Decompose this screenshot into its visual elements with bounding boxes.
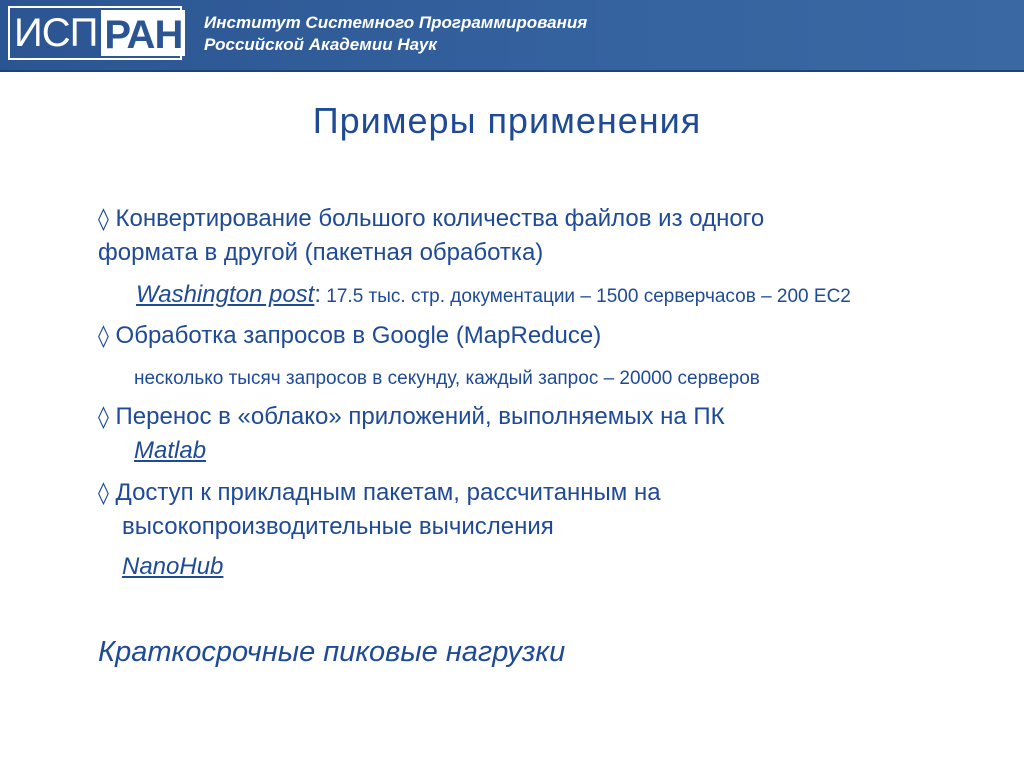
institute-line-2: Российской Академии Наук <box>204 35 437 54</box>
logo-ran-text: РАН <box>101 10 185 56</box>
bullet-3-line-1 <box>98 400 725 435</box>
bullet-2-text: Обработка запросов в Google (MapReduce) <box>115 322 602 349</box>
matlab-link[interactable]: Matlab <box>134 437 207 464</box>
institute-line-1: Институт Системного Программирования <box>204 13 588 32</box>
bullet-1-example <box>136 278 851 314</box>
bullet-3-text: Перенос в «облако» приложений, выполняемых на ПК <box>115 403 725 430</box>
diamond-bullet-icon: ◊ <box>98 324 109 349</box>
ispras-logo <box>8 6 182 60</box>
bullet-4-line-2: высокопроизводительные вычисления <box>122 513 554 540</box>
bullet-1-text: Конвертирование большого количества файлов из одного <box>115 205 765 232</box>
bullet-4-line-1 <box>98 476 661 511</box>
bullet-2-line-1 <box>98 319 601 354</box>
diamond-bullet-icon: ◊ <box>98 405 109 430</box>
bullet-4-text: Доступ к прикладным пакетам, рассчитанным на <box>115 479 661 506</box>
logo-isp-text: ИСП <box>14 11 98 55</box>
bullet-1-line-2: формата в другой (пакетная обработка) <box>98 239 544 266</box>
nanohub-link[interactable]: NanoHub <box>122 553 224 580</box>
summary-text: Краткосрочные пиковые нагрузки <box>98 636 566 668</box>
bullet-1-line-1 <box>98 202 764 237</box>
header-bar <box>0 0 1024 72</box>
bullet-3-example <box>134 434 206 468</box>
bullet-1-note: 17.5 тыс. стр. документации – 1500 серверчасов – 200 EC2 <box>321 286 851 307</box>
bullet-4-example <box>122 550 223 584</box>
diamond-bullet-icon: ◊ <box>98 481 109 506</box>
bullet-2-note: несколько тысяч запросов в секунду, каждый запрос – 20000 серверов <box>134 368 760 389</box>
washington-post-link[interactable]: Washington post <box>136 281 315 308</box>
slide-title: Примеры применения <box>312 100 702 141</box>
bullet-1-colon: : <box>314 281 322 308</box>
diamond-bullet-icon: ◊ <box>98 207 109 232</box>
institute-name <box>204 12 587 56</box>
